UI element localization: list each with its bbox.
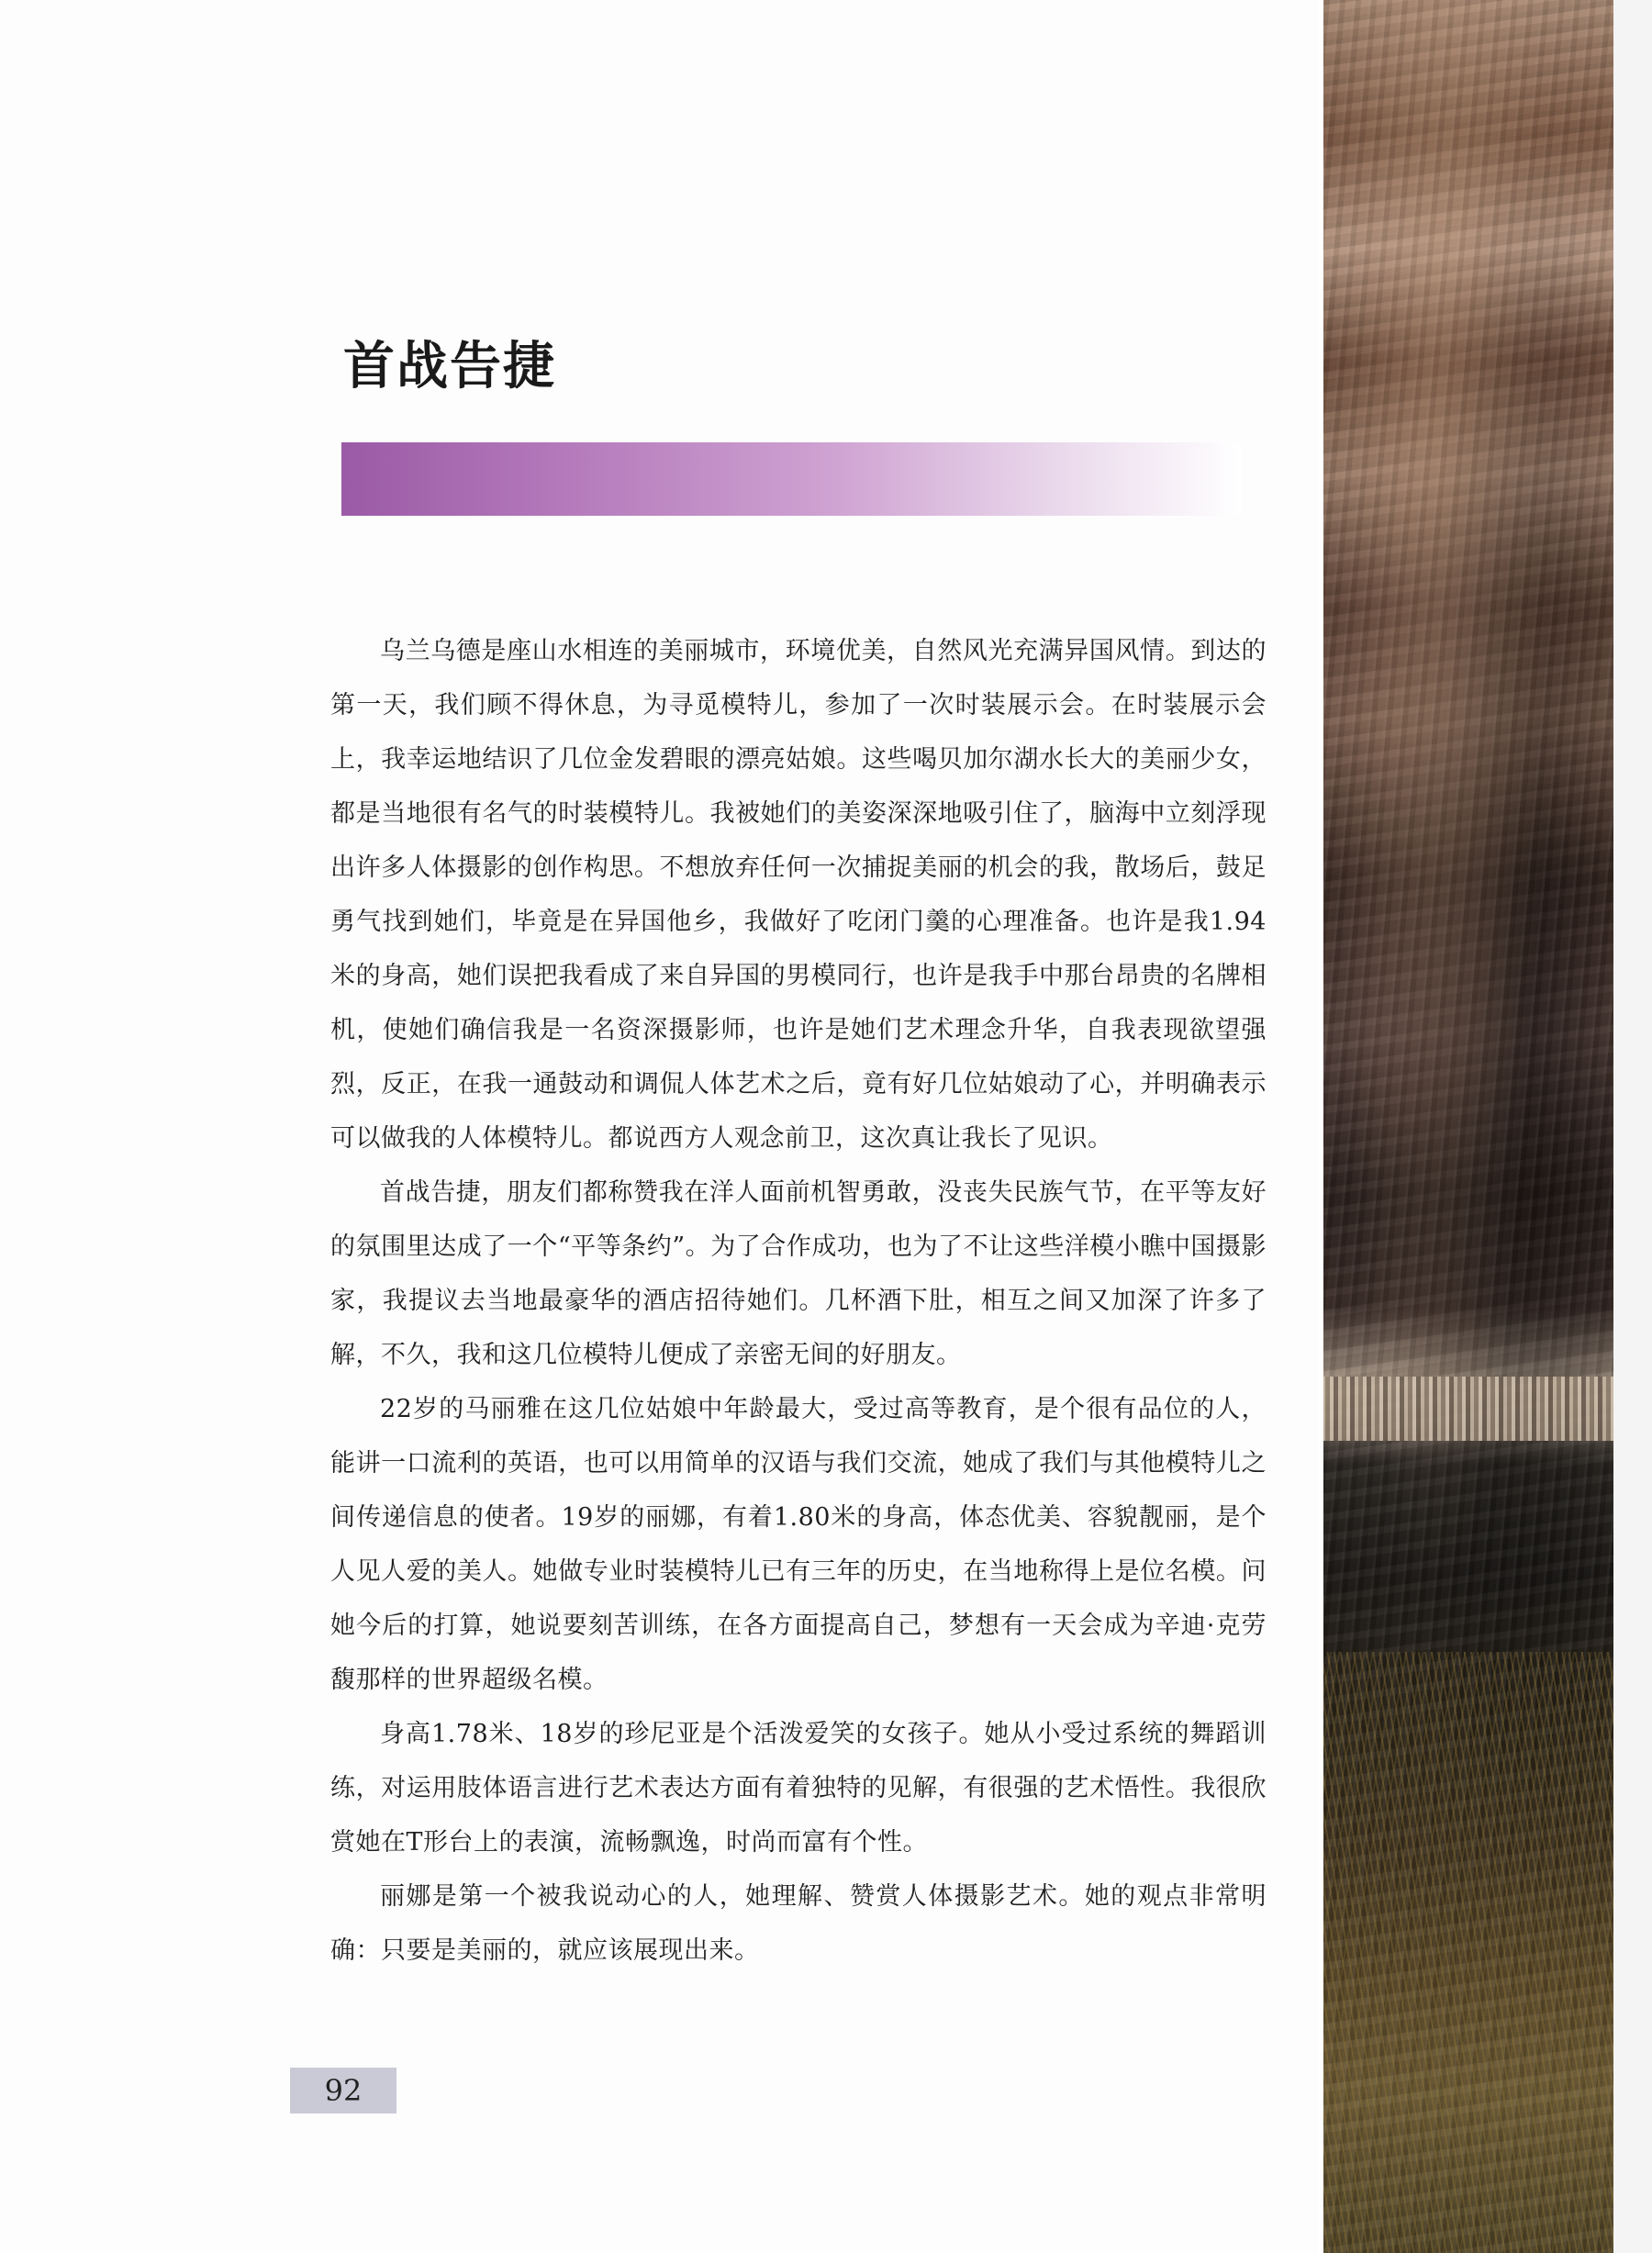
article-body [330,624,1267,1978]
paragraph-1: 乌兰乌德是座山水相连的美丽城市，环境优美，自然风光充满异国风情。到达的第一天，我们顾不得休息，为寻觅模特儿，参加了一次时装展示会。在时装展示会上，我幸运地结识了几位金发碧眼的漂亮姑娘。这些喝贝加尔湖水长大的美丽少女，都是当地很有名气的时装模特儿。我被她们的美姿深深地吸引住了，脑海中立刻浮现出许多人体摄影的创作构思。不想放弃任何一次捕捉美丽的机会的我，散场后，鼓足勇气找到她们，毕竟是在异国他乡，我做好了吃闭门羹的心理准备。也许是我1.94米的身高，她们误把我看成了来自异国的男模同行，也许是我手中那台昂贵的名牌相机，使她们确信我是一名资深摄影师，也许是她们艺术理念升华，自我表现欲望强烈，反正，在我一通鼓动和调侃人体艺术之后，竟有好几位姑娘动了心，并明确表示可以做我的人体模特儿。都说西方人观念前卫，这次真让我长了见识。 [330,637,1267,1153]
cliff-lakeshore-photo [1322,0,1613,2253]
paragraph-5: 丽娜是第一个被我说动心的人，她理解、赞赏人体摄影艺术。她的观点非常明确：只要是美丽的，就应该展现出来。 [330,1882,1267,1965]
paragraph-4: 身高1.78米、18岁的珍尼亚是个活泼爱笑的女孩子。她从小受过系统的舞蹈训练，对运用肢体语言进行艺术表达方面有着独特的见解，有很强的艺术悟性。我很欣赏她在T形台上的表演，流畅飘逸，时尚而富有个性。 [330,1720,1267,1857]
page-number-box [290,2068,396,2114]
page-right-margin [1613,0,1652,2253]
photo-shoreline [1322,1377,1613,1441]
photo-edge [1318,0,1323,2253]
paragraph-2: 首战告捷，朋友们都称赞我在洋人面前机智勇敢，没丧失民族气节，在平等友好的氛围里达成了一个“平等条约”。为了合作成功，也为了不让这些洋模小瞧中国摄影家，我提议去当地最豪华的酒店招待她们。几杯酒下肚，相互之间又加深了许多了解，不久，我和这几位模特儿便成了亲密无间的好朋友。 [330,1178,1267,1369]
page-number: 92 [324,2073,363,2108]
photo-grass [1322,1652,1613,2253]
paragraph-3: 22岁的马丽雅在这几位姑娘中年龄最大，受过高等教育，是个很有品位的人，能讲一口流利的英语，也可以用简单的汉语与我们交流，她成了我们与其他模特儿之间传递信息的使者。19岁的丽娜，有着1.80米的身高，体态优美、容貌靓丽，是个人见人爱的美人。她做专业时装模特儿已有三年的历史，在当地称得上是位名模。问她今后的打算，她说要刻苦训练，在各方面提高自己，梦想有一天会成为辛迪·克劳馥那样的世界超级名模。 [330,1395,1267,1694]
title-gradient-bar [341,442,1241,516]
page-title: 首战告捷 [343,337,556,396]
